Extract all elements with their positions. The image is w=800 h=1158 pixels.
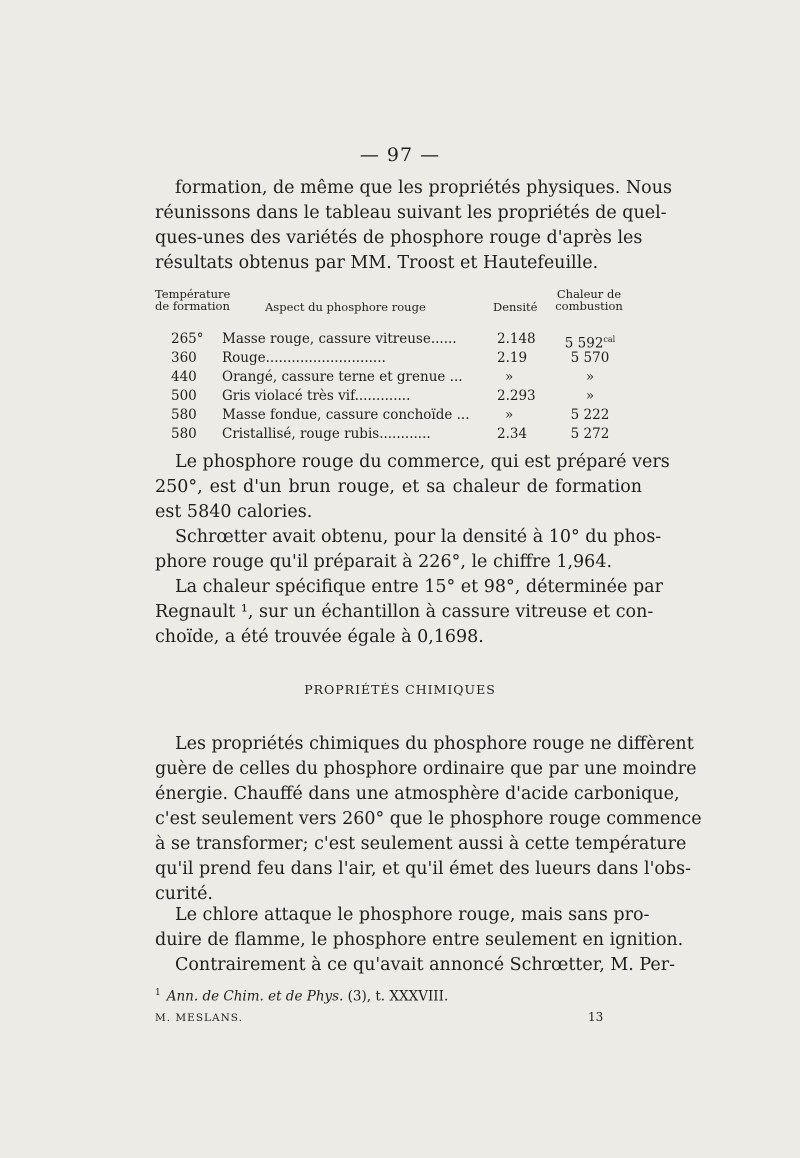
- table-row: [155, 349, 630, 368]
- cell-aspect: Orangé, cassure terne et grenue ...: [222, 369, 463, 385]
- cell-temperature: 265°: [171, 331, 204, 347]
- cell-aspect: Masse rouge, cassure vitreuse......: [222, 331, 457, 347]
- cell-temperature: 360: [171, 350, 197, 366]
- text-line: duire de flamme, le phosphore entre seulement en ignition.: [155, 930, 684, 950]
- text-line: Regnault ¹, sur un échantillon à cassure vitreuse et con-: [155, 602, 654, 622]
- cell-heat: 5 222: [570, 407, 610, 423]
- cell-heat: »: [585, 388, 595, 404]
- table-row: [155, 330, 630, 352]
- text-line: curité.: [155, 884, 213, 904]
- text-line: ques-unes des variétés de phosphore rouge d'après les: [155, 228, 643, 248]
- text-line: résultats obtenus par MM. Troost et Hautefeuille.: [155, 253, 599, 273]
- text-line: à se transformer; c'est seulement aussi à cette température: [155, 834, 687, 854]
- footnote: [155, 988, 448, 1005]
- cell-heat: 5 570: [570, 350, 610, 366]
- text-line: Les propriétés chimiques du phosphore rouge ne diffèrent: [175, 734, 694, 754]
- signature-number: 13: [588, 1010, 604, 1024]
- header-density: Densité: [493, 300, 538, 314]
- paragraph-commerce: [155, 450, 670, 525]
- header-temperature: Température de formation: [155, 287, 231, 313]
- cell-aspect: Gris violacé très vif.............: [222, 388, 411, 404]
- cell-density: 2.293: [497, 388, 536, 404]
- text-line: c'est seulement vers 260° que le phosphore rouge commence: [155, 809, 702, 829]
- footnote-ref: (3), t. XXXVIII.: [347, 988, 449, 1005]
- cell-temperature: 580: [171, 426, 197, 442]
- section-title: PROPRIÉTÉS CHIMIQUES: [304, 682, 496, 697]
- table-row: [155, 406, 630, 425]
- text-line: phore rouge qu'il préparait à 226°, le chiffre 1,964.: [155, 552, 613, 572]
- cell-aspect: Masse fondue, cassure conchoïde ...: [222, 407, 470, 423]
- paragraph-chemical: [155, 732, 702, 907]
- text-line: qu'il prend feu dans l'air, et qu'il émet des lueurs dans l'obs-: [155, 859, 692, 879]
- cell-density: 2.19: [497, 350, 528, 366]
- cell-aspect: Cristallisé, rouge rubis............: [222, 426, 431, 442]
- table-row: [155, 368, 630, 387]
- paragraph-chlore: [155, 903, 684, 953]
- cell-heat: 5 272: [570, 426, 610, 442]
- table-header: [155, 288, 630, 330]
- properties-table: [155, 288, 630, 444]
- cell-density: »: [505, 407, 514, 423]
- footnote-mark: 1: [155, 988, 161, 998]
- text-line: Le chlore attaque le phosphore rouge, mais sans pro-: [175, 905, 650, 925]
- header-aspect: Aspect du phosphore rouge: [265, 300, 426, 314]
- cell-density: »: [505, 369, 514, 385]
- paragraph-contrairement: [155, 953, 675, 978]
- text-line: énergie. Chauffé dans une atmosphère d'acide carbonique,: [155, 784, 680, 804]
- cell-temperature: 440: [171, 369, 197, 385]
- table-row: [155, 425, 630, 444]
- cell-aspect: Rouge............................: [222, 350, 386, 366]
- cell-density: 2.148: [497, 331, 536, 347]
- text-line: Le phosphore rouge du commerce, qui est préparé vers: [175, 452, 670, 472]
- heat-value: 5 592: [564, 335, 604, 352]
- signature: M. MESLANS.: [155, 1012, 243, 1024]
- cell-density: 2.34: [497, 426, 528, 442]
- cell-temperature: 580: [171, 407, 197, 423]
- table-row: [155, 387, 630, 406]
- header-heat: Chaleur de combustion: [555, 287, 623, 313]
- paragraph-specific-heat: [155, 575, 663, 650]
- heat-unit: cal: [603, 335, 616, 344]
- text-line: Schrœtter avait obtenu, pour la densité à 10° du phos-: [175, 527, 662, 547]
- text-line: Contrairement à ce qu'avait annoncé Schrœtter, M. Per-: [175, 955, 675, 975]
- page-number: — 97 —: [359, 144, 441, 166]
- text-line: 250°, est d'un brun rouge, et sa chaleur de formation: [155, 477, 642, 497]
- text-line: réunissons dans le tableau suivant les propriétés de quel-: [155, 203, 667, 223]
- text-line: est 5840 calories.: [155, 502, 313, 522]
- text-line: guère de celles du phosphore ordinaire que par une moindre: [155, 759, 697, 779]
- cell-temperature: 500: [171, 388, 197, 404]
- text-line: La chaleur spécifique entre 15° et 98°, déterminée par: [175, 577, 663, 597]
- text-line: formation, de même que les propriétés physiques. Nous: [175, 178, 672, 198]
- intro-paragraph: [155, 176, 672, 276]
- cell-heat: »: [585, 369, 595, 385]
- paragraph-schroetter: [155, 525, 662, 575]
- footnote-text: Ann. de Chim. et de Phys.: [166, 988, 344, 1005]
- text-line: choïde, a été trouvée égale à 0,1698.: [155, 627, 484, 647]
